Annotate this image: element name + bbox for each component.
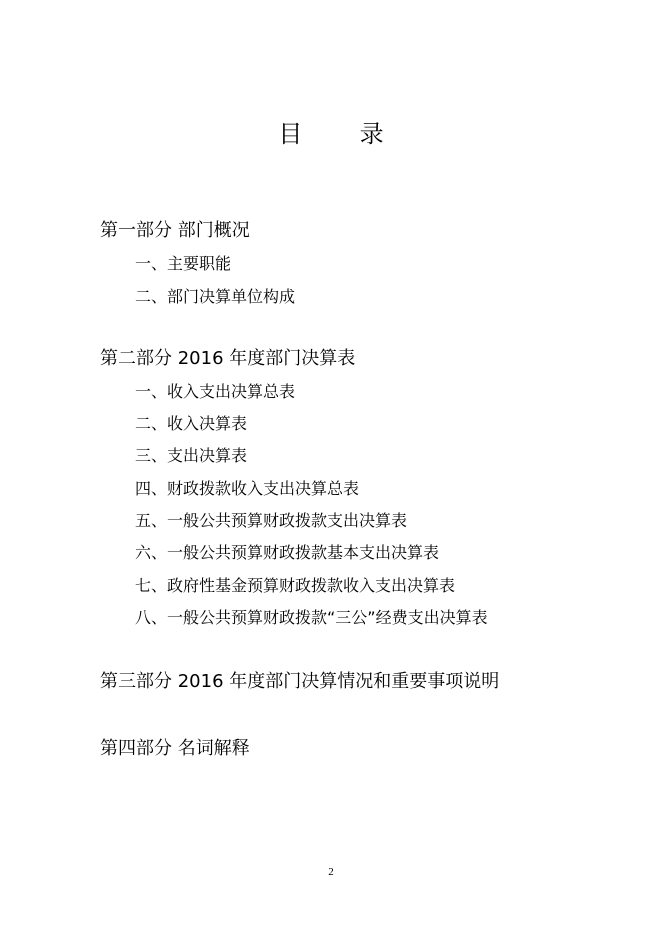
toc-item-1-1: 一、主要职能 [135,254,232,273]
toc-part-4: 第四部分 名词解释 [100,738,250,759]
toc-item-2-6: 六、一般公共预算财政拨款基本支出决算表 [135,543,440,562]
toc-item-2-7: 七、政府性基金预算财政拨款收入支出决算表 [135,576,456,595]
toc-part-2: 第二部分 2016 年度部门决算表 [100,348,356,369]
toc-item-2-4: 四、财政拨款收入支出决算总表 [135,479,360,498]
toc-item-2-2: 二、收入决算表 [135,414,248,433]
toc-item-2-5: 五、一般公共预算财政拨款支出决算表 [135,511,408,530]
toc-item-2-3: 三、支出决算表 [135,446,248,465]
toc-item-2-8: 八、一般公共预算财政拨款“三公”经费支出决算表 [135,608,488,627]
page-title: 目 录 [278,120,398,148]
toc-item-1-2: 二、部门决算单位构成 [135,287,296,306]
toc-item-2-1: 一、收入支出决算总表 [135,382,296,401]
toc-part-3: 第三部分 2016 年度部门决算情况和重要事项说明 [100,671,500,692]
toc-part-1: 第一部分 部门概况 [100,220,250,241]
page-number: 2 [328,866,334,878]
